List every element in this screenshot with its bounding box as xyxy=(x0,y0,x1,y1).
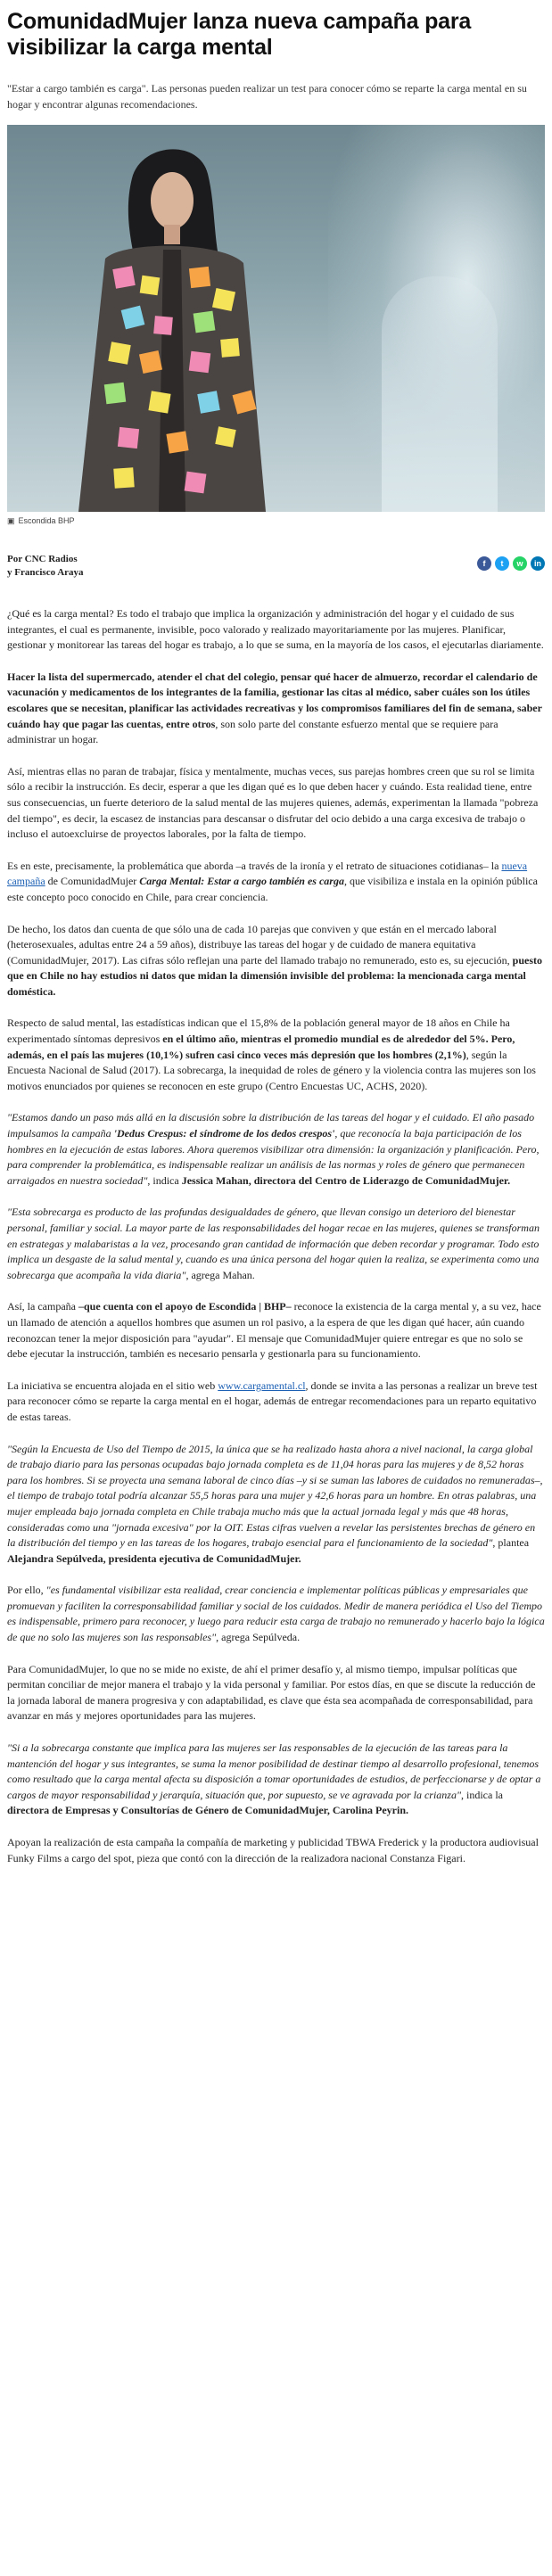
paragraph-10 xyxy=(7,1379,545,1426)
speaker-jessica-mahan: Jessica Mahan, directora del Centro de Liderazgo de ComunidadMujer. xyxy=(181,1173,511,1187)
paragraph-6 xyxy=(7,1016,545,1094)
paragraph-13: Para ComunidadMujer, lo que no se mide no existe, de ahí el primer desafío y, al mismo tiempo, impulsar políticas que permitan conciliar de mejor manera el trabajo y la vida personal y familiar. Por estos días, en que se discute la reducción de la jornada laboral de manera progresiva y con adaptabilidad, es clave que ésta sea acompañada de corresponsabilidad, para avanzar en más y mejores oportunidades para las mujeres. xyxy=(7,1662,536,1723)
paragraph-7-attribution: , indica xyxy=(147,1173,182,1187)
quote-peyrin: "Si a la sobrecarga constante que implica para las mujeres ser las responsables de la ejecución de las tareas para la mantención del hogar y sus integrantes, se suma la menor posibilidad de destinar tiempo al desarrollo profesional, tenemos como resultado que la carga mental afecta su disposición a tomar oportunidades de estudios, de perfeccionarse y de optar a cargos de mayor responsabilidad y jerarquía, situación que, por supuesto, se ve agravada por la crianza" xyxy=(7,1741,541,1801)
byline-line-1: Por CNC Radios xyxy=(7,554,78,564)
facebook-icon[interactable]: f xyxy=(477,556,491,571)
paragraph-6-text-b: , según la Encuesta Nacional de Salud (2017). La sobrecarga, la inequidad de roles de género y la violencia contra las mujeres son los motivos enunciados por quienes se reconocen en este grupo (Centro Encuestas UC, ACHS, 2020). xyxy=(7,1048,536,1092)
paragraph-9-bold: –que cuenta con el apoyo de Escondida | BHP– xyxy=(78,1300,292,1313)
hero-image xyxy=(7,125,545,512)
woman-with-sticky-notes-illustration xyxy=(7,125,545,512)
paragraph-4-text-c: , que visibiliza e instala en la opinión pública este concepto poco conocido en Chile, para crear conciencia. xyxy=(7,875,538,903)
paragraph-6-bold: en el último año, mientras el promedio mundial es de alrededor del 5%. Pero, además, en el país las mujeres (10,1%) sufren casi cinco veces más depresión que los hombres (2,1%) xyxy=(7,1033,515,1061)
byline xyxy=(7,553,84,580)
paragraph-9-text-a: Así, la campaña xyxy=(7,1300,78,1313)
paragraph-8-attribution: , agrega Mahan. xyxy=(185,1268,255,1281)
paragraph-4-text-a: Es en este, precisamente, la problemática que aborda –a través de la ironía y el retrato de situaciones cotidianas– la xyxy=(7,859,502,872)
paragraph-12 xyxy=(7,1583,545,1645)
article-lead: "Estar a cargo también es carga". Las personas pueden realizar un test para conocer cómo se reparte la carga mental en su hogar y encontrar algunas recomendaciones. xyxy=(7,82,527,111)
paragraph-14 xyxy=(7,1741,545,1819)
paragraph-5-text: De hecho, los datos dan cuenta de que sólo una de cada 10 parejas que conviven y que están en el mercado laboral (heterosexuales, adultas entre 24 a 59 años), distribuye las tareas del hogar y de cuidado de manera equitativa (ComunidadMujer, 2017). Las cifras sólo reflejan una parte del llamado trabajo no remunerado, esto es, su ejecución, xyxy=(7,922,513,967)
article-title: ComunidadMujer lanza nueva campaña para visibilizar la carga mental xyxy=(7,9,472,60)
quote-sepulveda-1: "Según la Encuesta de Uso del Tiempo de 2015, la única que se ha realizado hasta ahora a nivel nacional, la carga global de trabajo diario para las personas ocupadas bajo jornada completa es de 11,04 horas para las mujeres y de 8,52 horas para los hombres. Si se proyecta una semana laboral de cinco días –y si se suman las labores de cuidados no remuneradas–, el tiempo de trabajo total podría alcanzar 55,5 horas para una mujer y 42,6 horas para un hombre. En otras palabras, una mujer empleada bajo jornada completa en Chile trabaja mucho más que la actual jornada legal y más que 48 horas, consideradas como una "jornada excesiva" por la OIT. Estas cifras vuelven a revelar las persistentes brechas de género en la distribución del tiempo y en las tareas de los hogares, trabajo esencial para el funcionamiento de la sociedad" xyxy=(7,1442,543,1550)
paragraph-9-text-b: reconoce la existencia de la carga mental y, a su vez, hace un llamado de atención a aquellos hombres que asumen un rol pasivo, a la espera de que les digan qué hacer, aún cuando reconozcan tener la mejor disposición para "ayudar". El mensaje que ComunidadMujer quiere entregar es que no solo se debe ejecutar la instrucción, también es necesario pensarla y gestionarla para su funcionamiento. xyxy=(7,1300,541,1361)
quote-mahan-2: "Esta sobrecarga es producto de las profundas desigualdades de género, que llevan consigo un deterioro del bienestar personal, familiar y social. La mayor parte de las responsabilidades del hogar recae en las mujeres, quienes se transforman en estrategas y malabaristas a la vez, procesando gran cantidad de información que deben recordar y programar. Todo esto implica un desgaste de la salud mental y, cuando es una única persona del hogar quien la realiza, se experimenta como una sobrecarga que acompaña la vida diaria" xyxy=(7,1206,540,1281)
whatsapp-icon[interactable]: w xyxy=(513,556,527,571)
speaker-alejandra-sepulveda: Alejandra Sepúlveda, presidenta ejecutiva de ComunidadMujer. xyxy=(7,1551,301,1565)
cargamental-link[interactable]: www.cargamental.cl xyxy=(218,1379,306,1392)
paragraph-14-attribution: , indica la xyxy=(461,1788,503,1801)
paragraph-6-text-a: Respecto de salud mental, las estadísticas indican que el 15,8% de la población general mayor de 18 años en Chile ha experimentado síntomas depresivos xyxy=(7,1016,510,1046)
paragraph-10-text-a: La iniciativa se encuentra alojada en el sitio web xyxy=(7,1379,218,1392)
paragraph-2 xyxy=(7,670,545,748)
dedus-crespus-campaign: 'Dedus Crespus: el síndrome de los dedos crespos' xyxy=(113,1127,335,1140)
paragraph-7 xyxy=(7,1110,545,1189)
paragraph-12-attribution: , agrega Sepúlveda. xyxy=(216,1631,301,1644)
paragraph-5 xyxy=(7,922,545,1000)
paragraph-4 xyxy=(7,859,545,906)
paragraph-3: Así, mientras ellas no paran de trabajar, física y mentalmente, muchas veces, sus parejas hombres creen que su rol se limita sólo a recibir la instrucción. Es decir, esperar a que les digan qué es lo que deben hacer y cuándo. Esta realidad tiene, entre sus consecuencias, un fuerte deterioro de la salud mental de las mujeres quienes, además, experimentan la llamada "pobreza del tiempo", es decir, la escasez de instancias para descansar o disfrutar del ocio debido a una carga excesiva de trabajo o incluso el autoexcluirse de proyectos laborales, por la falta de tiempo. xyxy=(7,764,539,841)
share-buttons xyxy=(477,556,545,571)
campaign-name: Carga Mental: Estar a cargo también es carga xyxy=(139,875,344,888)
paragraph-9 xyxy=(7,1299,545,1362)
image-caption-text: Escondida BHP xyxy=(18,516,75,525)
campaign-link[interactable]: nueva campaña xyxy=(7,859,528,888)
paragraph-8 xyxy=(7,1205,545,1283)
paragraph-2-bold: Hacer la lista del supermercado, atender el chat del colegio, pensar qué hacer de almuerzo, recordar el calendario de vacunación y medicamentos de los integrantes de la familia, gestionar las citas al médico, saber cuáles son los útiles escolares que se necesitan, planificar las actividades recreativas y los compromisos familiares del fin de semana, saber cuándo hay que pagar las cuentas, entre otros xyxy=(7,670,542,730)
image-caption xyxy=(7,512,545,553)
paragraph-10-text-b: , donde se invita a las personas a realizar un breve test para reconocer cómo se reparte la carga mental en el hogar, además de entregar recomendaciones para un reparto equitativo de estas tareas. xyxy=(7,1379,538,1423)
paragraph-11 xyxy=(7,1442,545,1568)
quote-mahan-1a: "Estamos dando un paso más allá en la discusión sobre la distribución de las tareas del hogar y el cuidado. El año pasado impulsamos la campaña xyxy=(7,1111,535,1140)
paragraph-1: ¿Qué es la carga mental? Es todo el trabajo que implica la organización y administración del hogar y el cuidado de sus integrantes, el cual es permanente, invisible, poco valorado y realizado mayoritariamente por las mujeres. Planificar, gestionar y monitorear las tareas del hogar es trabajo, a lo que se suma, en la mayoría de los casos, el ejecutarlas diariamente. xyxy=(7,607,544,652)
speaker-carolina-peyrin: directora de Empresas y Consultorías de Género de ComunidadMujer, Carolina Peyrin. xyxy=(7,1804,408,1817)
camera-icon: ▣ xyxy=(7,516,15,525)
paragraph-5-bold: puesto que en Chile no hay estudios ni datos que midan la dimensión invisible del problema: la mencionada carga mental doméstica. xyxy=(7,953,543,998)
paragraph-4-text-b: de ComunidadMujer xyxy=(45,875,140,888)
byline-line-2: y Francisco Araya xyxy=(7,567,84,578)
quote-sepulveda-2: "es fundamental visibilizar esta realidad, crear conciencia e implementar políticas públicas y empresariales que promuevan y faciliten la corresponsabilidad familiar y social de los cuidados. Medir de manera periódica el Uso del Tiempo es indispensable, primero para reconocer, y luego para reducir esta carga de trabajo no remunerado y hacerlo bajo la lógica de que no solo las mujeres son las responsables" xyxy=(7,1584,545,1644)
paragraph-2-rest: , son solo parte del constante esfuerzo mental que se requiere para administrar un hogar. xyxy=(7,717,498,746)
paragraph-15: Apoyan la realización de esta campaña la compañía de marketing y publicidad TBWA Frederick y la productora audiovisual Funky Films a cargo del spot, pieza que contó con la dirección de la realizadora nacional Constanza Figari. xyxy=(7,1836,539,1864)
byline-row xyxy=(7,553,545,580)
quote-mahan-1b: , que reconocía la baja participación de los hombres en la ejecución de estas labores. Ahora queremos visibilizar otra dimensión: la organización y planificación. Pero, para comprender la problemática, es indispensable realizar un análisis de las normas y roles de género que permanecen arraigados en nuestra sociedad" xyxy=(7,1127,540,1187)
linkedin-icon[interactable]: in xyxy=(531,556,545,571)
paragraph-11-attribution: , plantea xyxy=(492,1536,530,1550)
paragraph-12-text-a: Por ello, xyxy=(7,1584,46,1597)
twitter-icon[interactable]: t xyxy=(495,556,509,571)
